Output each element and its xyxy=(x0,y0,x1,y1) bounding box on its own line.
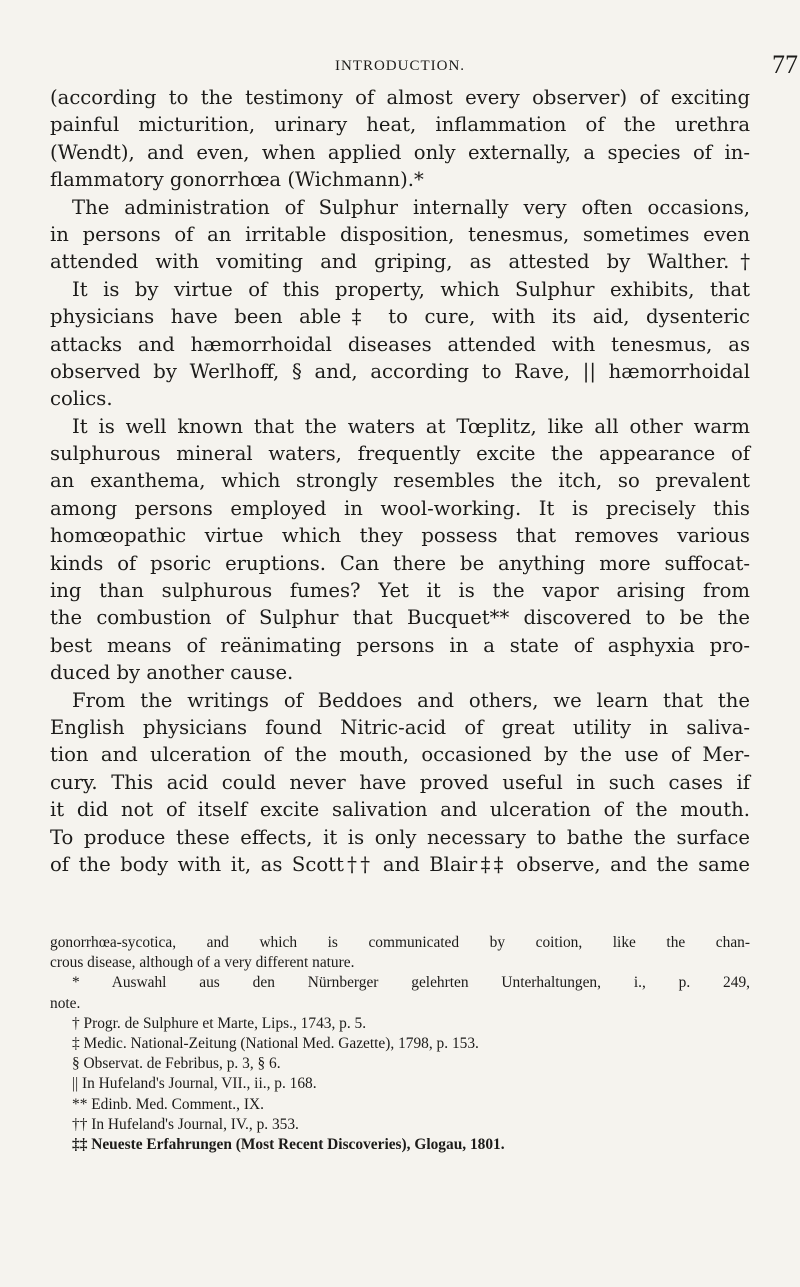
footnote-line: * Auswahl aus den Nürnberger gelehrten Unterhaltungen, i., p. 249, xyxy=(72,974,750,992)
footnote-line: § Observat. de Febribus, p. 3, § 6. xyxy=(72,1055,281,1073)
body-line: sulphurous mineral waters, frequently excite the appearance of xyxy=(50,442,750,466)
body-line: ing than sulphurous fumes? Yet it is the vapor arising from xyxy=(50,579,750,603)
footnote-line: †† In Hufeland's Journal, IV., p. 353. xyxy=(72,1115,299,1133)
body-line: attended with vomiting and griping, as attested by Walther.† xyxy=(50,250,750,274)
body-line: best means of reänimating persons in a state of asphyxia pro- xyxy=(50,633,750,657)
body-line: an exanthema, which strongly resembles the itch, so prevalent xyxy=(50,469,750,493)
body-line: From the writings of Beddoes and others, we learn that the xyxy=(72,688,750,712)
body-line: English physicians found Nitric-acid of great utility in saliva- xyxy=(50,715,750,739)
body-line: tion and ulceration of the mouth, occasioned by the use of Mer- xyxy=(50,743,750,767)
body-line: (according to the testimony of almost every observer) of exciting xyxy=(50,86,750,109)
body-line: It is by virtue of this property, which Sulphur exhibits, that xyxy=(72,277,750,301)
body-line: duced by another cause. xyxy=(50,661,294,685)
body-line: the combustion of Sulphur that Bucquet** discovered to be the xyxy=(50,606,750,630)
footnotes xyxy=(50,933,750,1155)
running-head: INTRODUCTION. xyxy=(334,58,466,74)
body-line: It is well known that the waters at Tœplitz, like all other warm xyxy=(72,414,750,438)
body-line: cury. This acid could never have proved useful in such cases if xyxy=(50,770,750,794)
body-line: kinds of psoric eruptions. Can there be anything more suffocat- xyxy=(50,551,750,575)
footnote-line: ‡ Medic. National-Zeitung (National Med. Gazette), 1798, p. 153. xyxy=(72,1034,479,1052)
body-line: attacks and hæmorrhoidal diseases attended with tenesmus, as xyxy=(50,332,750,356)
footnote-line: crous disease, although of a very different nature. xyxy=(50,954,355,972)
body-line: colics. xyxy=(50,387,113,411)
body-text xyxy=(50,84,750,878)
body-line: (Wendt), and even, when applied only externally, a species of in- xyxy=(50,140,750,164)
footnote-line: note. xyxy=(50,994,81,1012)
body-line: painful micturition, urinary heat, inflammation of the urethra xyxy=(50,113,750,137)
footnote-line: ** Edinb. Med. Comment., IX. xyxy=(72,1095,264,1113)
body-line: homœopathic virtue which they possess that removes various xyxy=(50,524,750,548)
body-line: The administration of Sulphur internally very often occasions, xyxy=(72,195,750,219)
body-line: flammatory gonorrhœa (Wichmann).* xyxy=(50,168,424,192)
footnote-line: gonorrhœa-sycotica, and which is communicated by coition, like the chan- xyxy=(50,934,750,951)
body-line: observed by Werlhoff, § and, according to Rave, || hæmorrhoidal xyxy=(50,359,750,383)
body-line: in persons of an irritable disposition, tenesmus, sometimes even xyxy=(50,222,750,246)
footnote-line: † Progr. de Sulphure et Marte, Lips., 1743, p. 5. xyxy=(72,1014,367,1032)
body-line: of the body with it, as Scott†† and Blair‡‡ observe, and the same xyxy=(50,852,750,876)
page-number: 77 xyxy=(772,50,798,79)
body-line: To produce these effects, it is only necessary to bathe the surface xyxy=(50,825,750,849)
body-line: it did not of itself excite salivation and ulceration of the mouth. xyxy=(50,798,750,822)
body-line: physicians have been able‡ to cure, with its aid, dysenteric xyxy=(50,305,750,329)
footnote-line: || In Hufeland's Journal, VII., ii., p. 168. xyxy=(72,1075,317,1093)
body-line: among persons employed in wool-working. It is precisely this xyxy=(50,496,750,520)
footnote-line: ‡‡ Neueste Erfahrungen (Most Recent Discoveries), Glogau, 1801. xyxy=(72,1135,505,1153)
